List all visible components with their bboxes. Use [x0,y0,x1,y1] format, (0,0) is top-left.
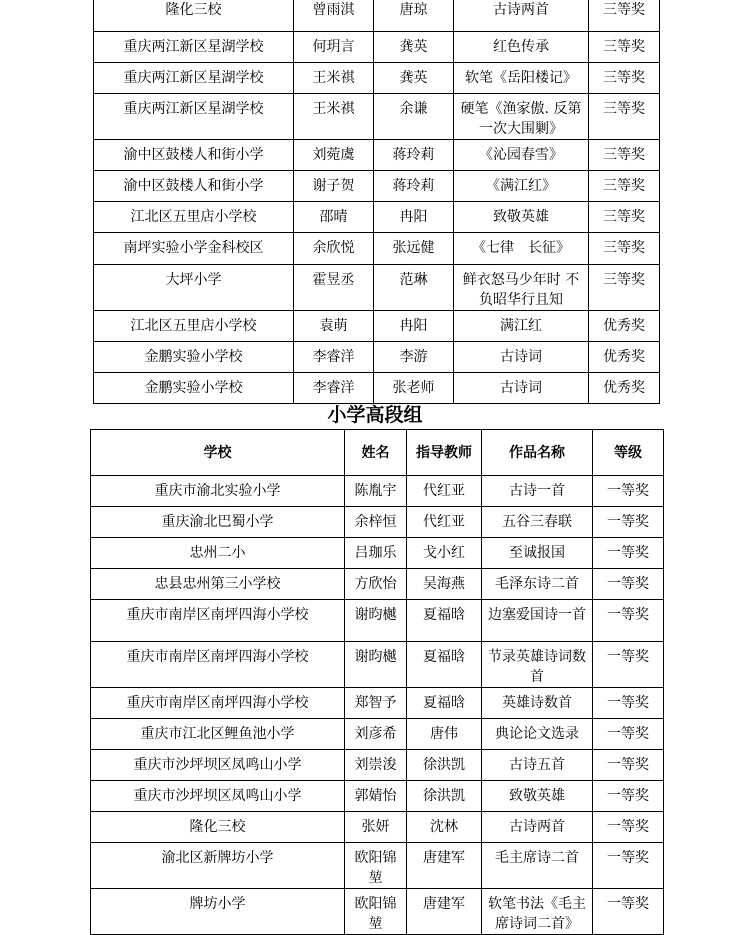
table-row [91,750,664,781]
award-table-upper-primary [90,429,664,935]
school-cell: 忠县忠州第三小学校 [91,569,345,600]
student-name-cell: 李睿洋 [294,373,374,404]
student-name-cell: 曾雨淇 [294,0,374,32]
table-row [91,889,664,935]
award-cell: 三等奖 [589,140,660,171]
work-title-cell: 软笔《岳阳楼记》 [454,63,589,94]
table-row [91,719,664,750]
award-table-previous-group [93,0,660,404]
teacher-column-header: 指导教师 [407,430,482,476]
table-row [94,342,660,373]
award-cell: 一等奖 [593,507,664,538]
work-title-cell: 古诗一首 [482,476,593,507]
work-title-cell: 古诗五首 [482,750,593,781]
table-row [94,311,660,342]
school-cell: 隆化三校 [94,0,294,32]
school-cell: 渝北区新牌坊小学 [91,843,345,889]
school-cell: 重庆市南岸区南坪四海小学校 [91,642,345,688]
school-cell: 金鹏实验小学校 [94,373,294,404]
teacher-cell: 夏福晗 [407,600,482,642]
award-cell: 三等奖 [589,94,660,140]
table-row [94,202,660,233]
teacher-cell: 李游 [374,342,454,373]
work-title-cell: 古诗两首 [454,0,589,32]
student-name-cell: 余梓恒 [345,507,407,538]
teacher-cell: 冉阳 [374,311,454,342]
table-row [91,688,664,719]
student-name-cell: 陈胤宇 [345,476,407,507]
table-row [94,171,660,202]
student-name-cell: 欧阳锦堃 [345,843,407,889]
section-title: 小学高段组 [327,404,423,426]
teacher-cell: 夏福晗 [407,688,482,719]
student-name-cell: 袁萌 [294,311,374,342]
school-cell: 牌坊小学 [91,889,345,935]
award-cell: 一等奖 [593,642,664,688]
work-title-cell: 毛泽东诗二首 [482,569,593,600]
table-row [91,476,664,507]
work-title-cell: 五谷三春联 [482,507,593,538]
work-title-cell: 致敬英雄 [454,202,589,233]
teacher-cell: 徐洪凯 [407,750,482,781]
award-cell: 一等奖 [593,781,664,812]
school-cell: 江北区五里店小学校 [94,311,294,342]
work-title-cell: 《七律 长征》 [454,233,589,265]
table-row [91,812,664,843]
student-name-cell: 刘崇浚 [345,750,407,781]
award-cell: 一等奖 [593,843,664,889]
teacher-cell: 张老师 [374,373,454,404]
teacher-cell: 张远健 [374,233,454,265]
award-cell: 一等奖 [593,538,664,569]
student-name-cell: 王米祺 [294,94,374,140]
table-row [94,373,660,404]
table-row [91,600,664,642]
teacher-cell: 代红亚 [407,476,482,507]
teacher-cell: 徐洪凯 [407,781,482,812]
work-title-cell: 红色传承 [454,32,589,63]
school-cell: 重庆市南岸区南坪四海小学校 [91,688,345,719]
teacher-cell: 余谦 [374,94,454,140]
work-title-cell: 典论论文选录 [482,719,593,750]
teacher-cell: 代红亚 [407,507,482,538]
student-name-cell: 李睿洋 [294,342,374,373]
award-cell: 一等奖 [593,569,664,600]
student-name-cell: 余欣悦 [294,233,374,265]
work-title-cell: 鲜衣怒马少年时 不负昭华行且知 [454,265,589,311]
student-name-cell: 刘菀虞 [294,140,374,171]
teacher-cell: 唐伟 [407,719,482,750]
school-cell: 重庆市沙坪坝区凤鸣山小学 [91,750,345,781]
school-cell: 重庆市江北区鲤鱼池小学 [91,719,345,750]
teacher-cell: 唐建军 [407,889,482,935]
table-row [94,140,660,171]
table-row [94,94,660,140]
teacher-cell: 沈林 [407,812,482,843]
award-table-previous-group-body [94,0,660,404]
school-cell: 重庆渝北巴蜀小学 [91,507,345,538]
table-row [94,0,660,32]
table-header-row [91,430,664,476]
work-title-cell: 古诗词 [454,373,589,404]
award-cell: 三等奖 [589,265,660,311]
student-name-cell: 谢昀樾 [345,600,407,642]
award-cell: 一等奖 [593,600,664,642]
school-cell: 江北区五里店小学校 [94,202,294,233]
teacher-cell: 龚英 [374,32,454,63]
award-cell: 一等奖 [593,688,664,719]
table-row [91,507,664,538]
table-row [91,843,664,889]
student-name-cell: 王米祺 [294,63,374,94]
award-cell: 三等奖 [589,32,660,63]
student-name-cell: 吕珈乐 [345,538,407,569]
work-title-cell: 硬笔《渔家傲. 反第一次大围剿》 [454,94,589,140]
school-cell: 大坪小学 [94,265,294,311]
school-cell: 忠州二小 [91,538,345,569]
work-title-cell: 毛主席诗二首 [482,843,593,889]
school-cell: 重庆两江新区星湖学校 [94,94,294,140]
work-title-column-header: 作品名称 [482,430,593,476]
table-row [94,32,660,63]
teacher-cell: 夏福晗 [407,642,482,688]
teacher-cell: 戈小红 [407,538,482,569]
work-title-cell: 《满江红》 [454,171,589,202]
teacher-cell: 唐琼 [374,0,454,32]
table-row [94,63,660,94]
award-cell: 三等奖 [589,0,660,32]
student-name-cell: 郭婧怡 [345,781,407,812]
school-column-header: 学校 [91,430,345,476]
student-name-cell: 郑智予 [345,688,407,719]
work-title-cell: 古诗词 [454,342,589,373]
table-row [91,538,664,569]
teacher-cell: 龚英 [374,63,454,94]
work-title-cell: 边塞爱国诗一首 [482,600,593,642]
teacher-cell: 蒋玲莉 [374,171,454,202]
student-name-cell: 刘彦希 [345,719,407,750]
work-title-cell: 至诚报国 [482,538,593,569]
student-name-cell: 霍昱丞 [294,265,374,311]
school-cell: 南坪实验小学金科校区 [94,233,294,265]
work-title-cell: 致敬英雄 [482,781,593,812]
award-cell: 优秀奖 [589,342,660,373]
school-cell: 金鹏实验小学校 [94,342,294,373]
teacher-cell: 蒋玲莉 [374,140,454,171]
award-cell: 三等奖 [589,233,660,265]
school-cell: 重庆两江新区星湖学校 [94,63,294,94]
teacher-cell: 唐建军 [407,843,482,889]
award-cell: 优秀奖 [589,373,660,404]
table-row [91,781,664,812]
student-name-cell: 何玥言 [294,32,374,63]
award-cell: 三等奖 [589,63,660,94]
work-title-cell: 节录英雄诗词数首 [482,642,593,688]
teacher-cell: 吴海燕 [407,569,482,600]
award-cell: 一等奖 [593,750,664,781]
work-title-cell: 满江红 [454,311,589,342]
work-title-cell: 古诗两首 [482,812,593,843]
student-name-cell: 邵晴 [294,202,374,233]
teacher-cell: 范琳 [374,265,454,311]
school-cell: 隆化三校 [91,812,345,843]
school-cell: 渝中区鼓楼人和街小学 [94,171,294,202]
school-cell: 重庆市沙坪坝区凤鸣山小学 [91,781,345,812]
student-name-cell: 方欣怡 [345,569,407,600]
award-cell: 一等奖 [593,719,664,750]
student-name-cell: 谢昀樾 [345,642,407,688]
school-cell: 渝中区鼓楼人和街小学 [94,140,294,171]
table-row [91,642,664,688]
table-row [94,233,660,265]
teacher-cell: 冉阳 [374,202,454,233]
award-cell: 三等奖 [589,202,660,233]
student-name-cell: 谢子贺 [294,171,374,202]
work-title-cell: 《沁园春雪》 [454,140,589,171]
award-cell: 一等奖 [593,889,664,935]
student-name-cell: 张妍 [345,812,407,843]
school-cell: 重庆市渝北实验小学 [91,476,345,507]
work-title-cell: 软笔书法《毛主席诗词二首》 [482,889,593,935]
table-row [91,569,664,600]
school-cell: 重庆市南岸区南坪四海小学校 [91,600,345,642]
work-title-cell: 英雄诗数首 [482,688,593,719]
award-cell: 一等奖 [593,812,664,843]
table-row [94,265,660,311]
school-cell: 重庆两江新区星湖学校 [94,32,294,63]
award-cell: 一等奖 [593,476,664,507]
award-column-header: 等级 [593,430,664,476]
award-cell: 优秀奖 [589,311,660,342]
award-cell: 三等奖 [589,171,660,202]
student-name-column-header: 姓名 [345,430,407,476]
student-name-cell: 欧阳锦堃 [345,889,407,935]
